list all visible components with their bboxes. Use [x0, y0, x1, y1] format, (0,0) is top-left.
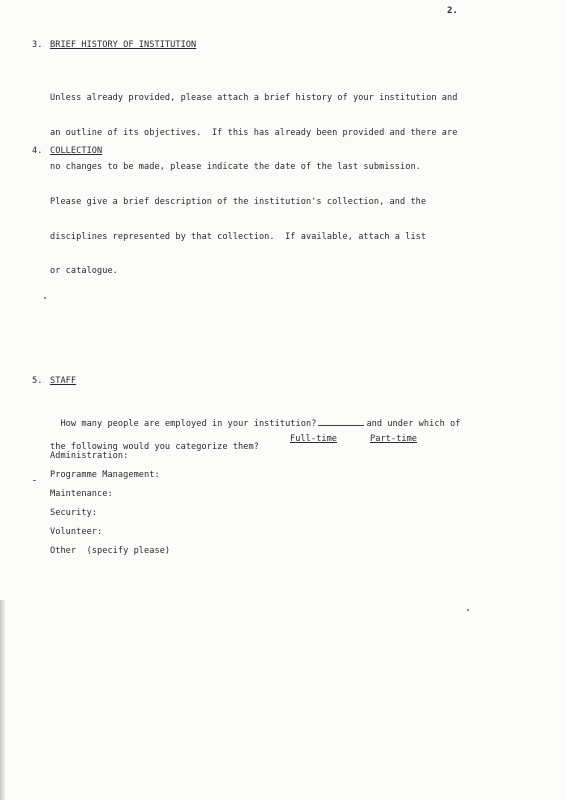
staff-question-part2: and under which of [366, 418, 461, 429]
employee-count-field[interactable] [318, 416, 364, 426]
section-4-line-1: Please give a brief description of the institution's collection, and the [50, 197, 427, 207]
section-4-body [50, 174, 426, 289]
section-3-line-3: no changes to be made, please indicate the date of the last submission. [50, 162, 421, 172]
section-3-number: 3. [32, 40, 43, 50]
section-3-line-1: Unless already provided, please attach a brief history of your institution and [50, 93, 458, 103]
fulltime-column-header: Full-time [290, 434, 338, 444]
page-number: 2. [447, 6, 458, 16]
section-5-number: 5. [32, 376, 43, 386]
section-3-heading: BRIEF HISTORY OF INSTITUTION [50, 40, 197, 50]
staff-question-part1: How many people are employed in your institution? [60, 418, 317, 429]
section-4-line-3: or catalogue. [50, 266, 118, 276]
category-other: Other (specify please) [50, 546, 171, 556]
scan-speck [33, 480, 36, 481]
section-3-line-2: an outline of its objectives. If this has already been provided and there are [50, 127, 458, 138]
section-4-number: 4. [32, 146, 43, 156]
category-maintenance: Maintenance: [50, 489, 113, 499]
scan-speck [44, 297, 46, 299]
category-administration: Administration: [50, 451, 129, 461]
category-programme-management: Programme Management: [50, 470, 160, 480]
section-4-line-2: disciplines represented by that collection. If available, attach a list [50, 231, 427, 242]
parttime-column-header: Part-time [370, 434, 418, 444]
page-edge-shadow [0, 600, 5, 800]
scan-speck [467, 609, 469, 611]
staff-question-line2: the following would you categorize them? [50, 441, 259, 452]
category-volunteer: Volunteer: [50, 527, 103, 537]
section-4-heading: COLLECTION [50, 146, 103, 156]
section-3-body [50, 70, 457, 185]
section-5-heading: STAFF [50, 376, 77, 386]
category-security: Security: [50, 508, 98, 518]
